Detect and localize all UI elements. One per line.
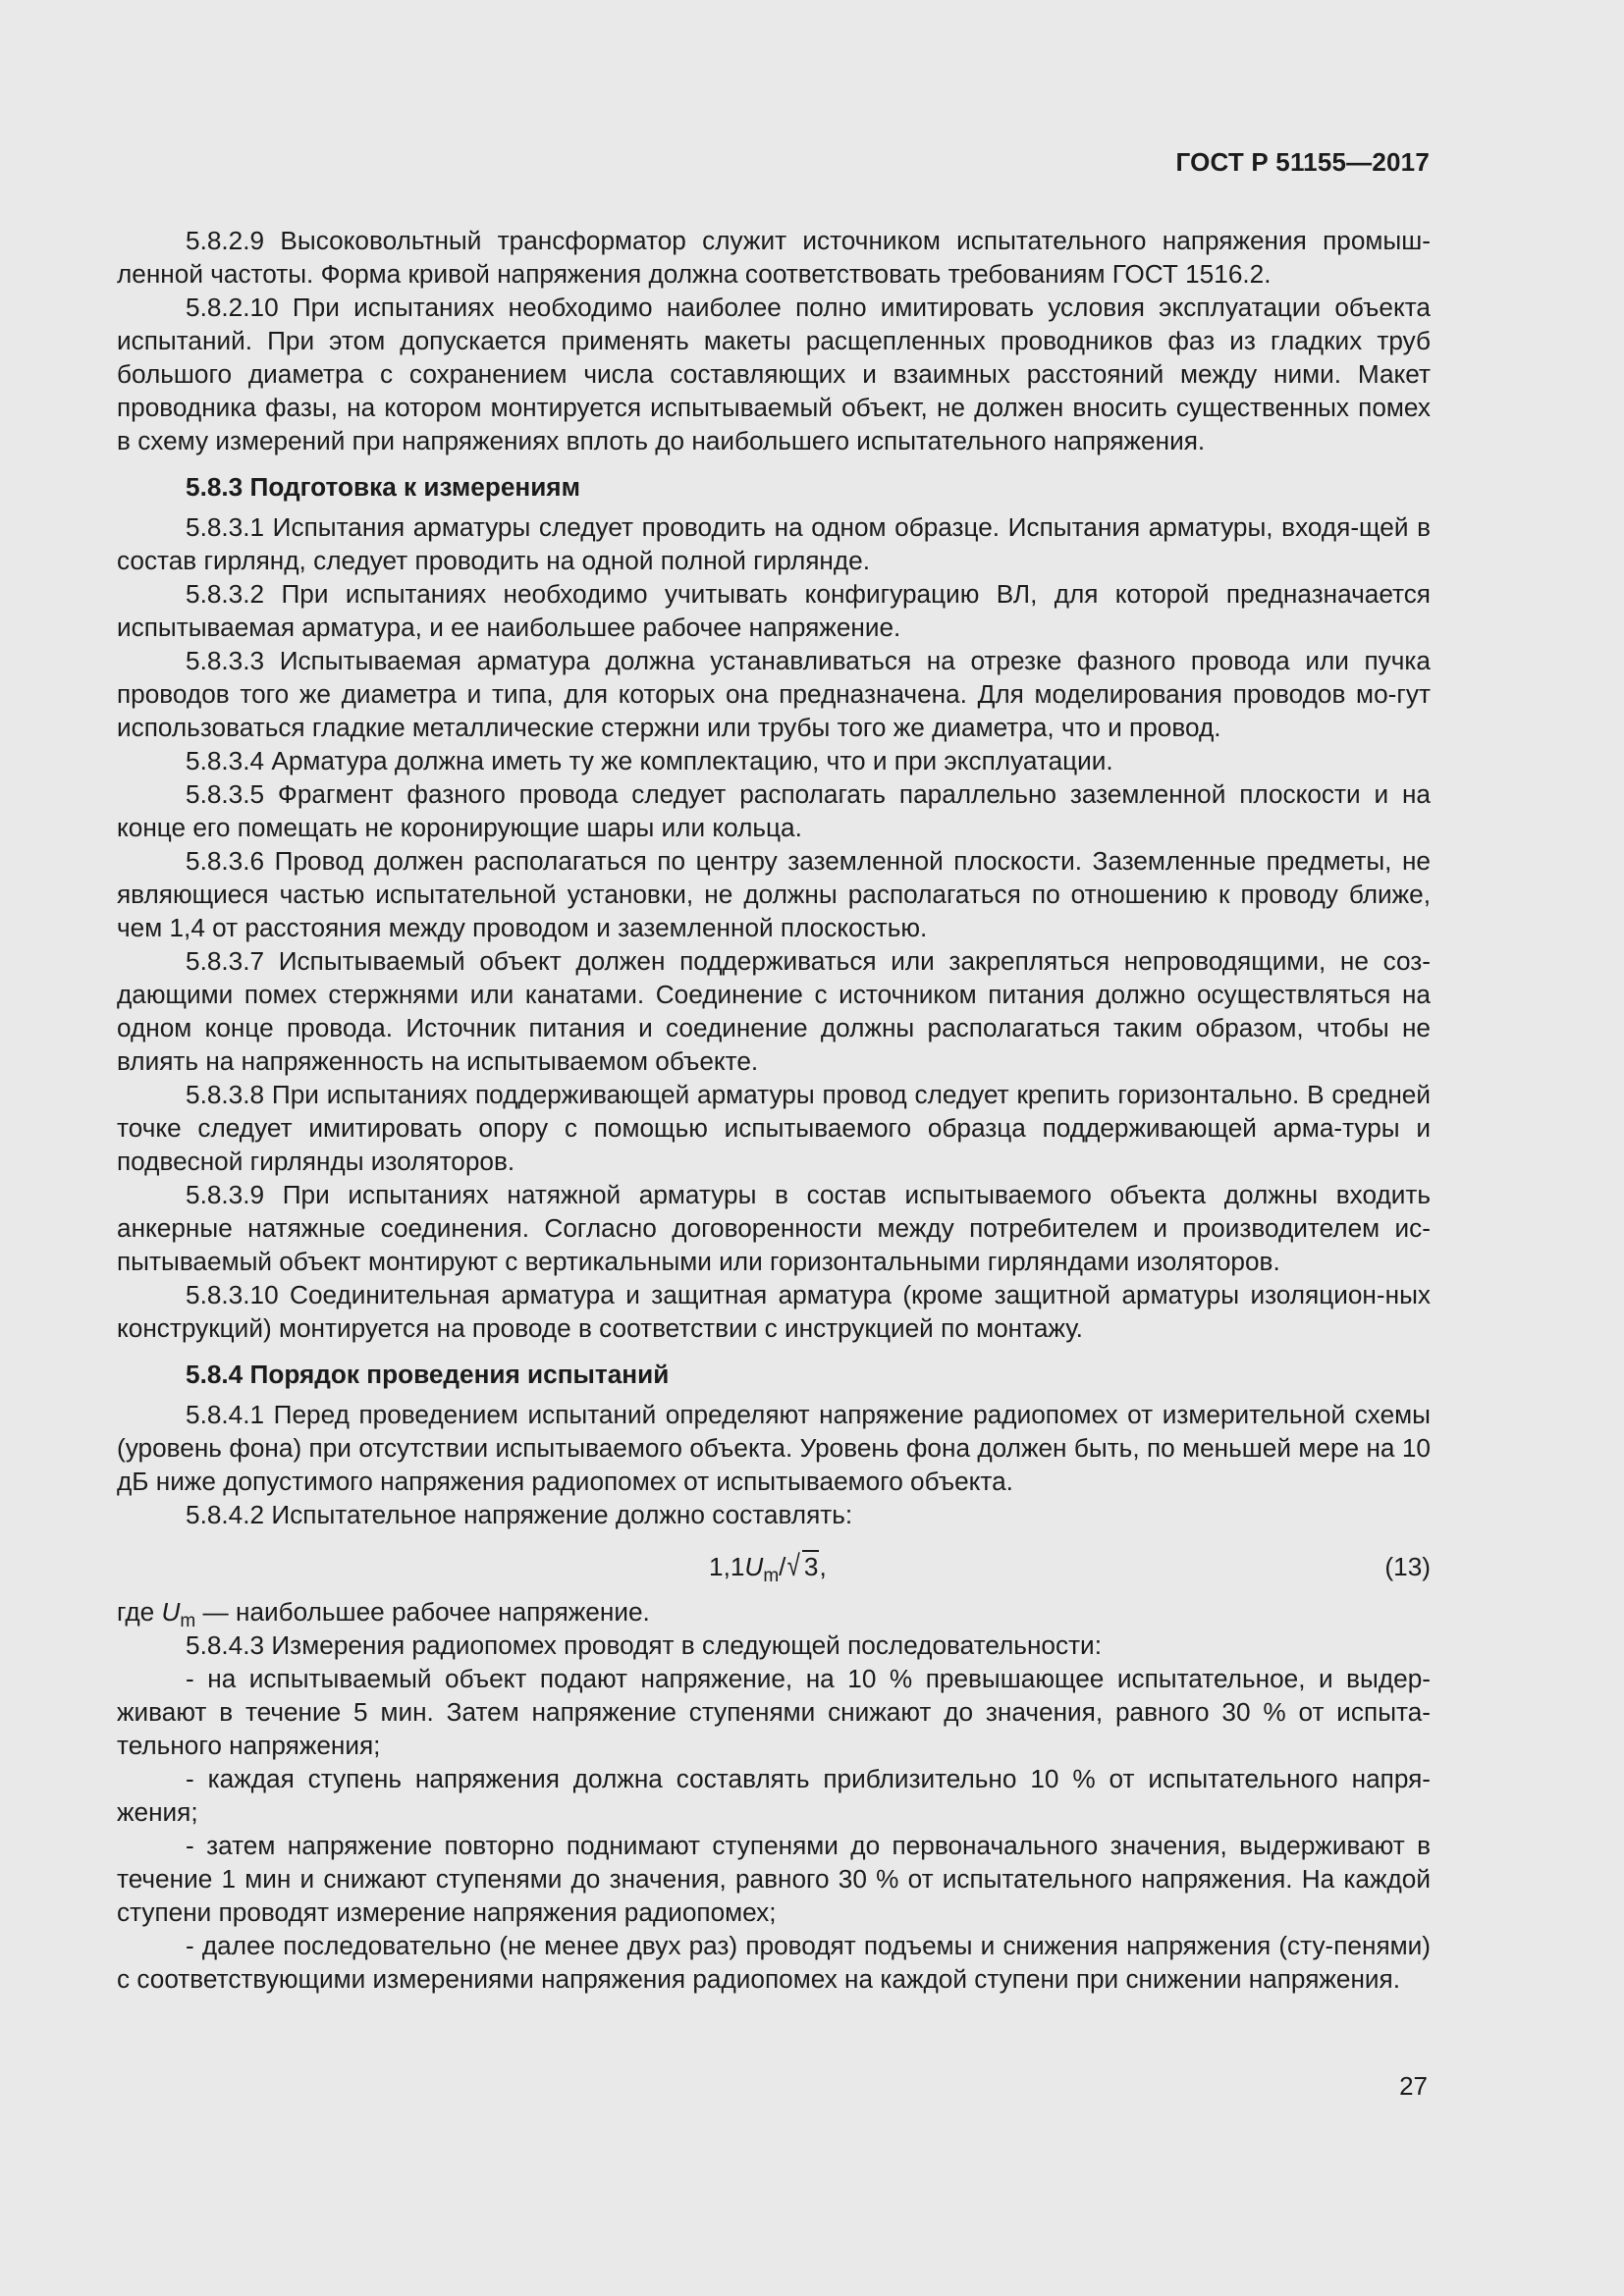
where-subscript: m bbox=[180, 1611, 196, 1631]
paragraph-5-8-3-2: 5.8.3.2 При испытаниях необходимо учитывать конфигурацию ВЛ, для которой предназначается испытываемая арматура, и ее наибольшее рабочее напряжение. bbox=[117, 579, 1431, 642]
standard-header: ГОСТ Р 51155—2017 bbox=[1175, 147, 1430, 177]
page-number: 27 bbox=[1399, 2071, 1428, 2101]
paragraph-5-8-3-9: 5.8.3.9 При испытаниях натяжной арматуры в состав испытываемого объекта должны входить анкерные натяжные соединения. Согласно договоренности между потребителем и производителем ис-пытываемый объект монтируют с вертикальными или горизонтальными гирляндами изоляторов. bbox=[117, 1180, 1431, 1276]
paragraph-5-8-3-5: 5.8.3.5 Фрагмент фазного провода следует располагать параллельно заземленной плоскости и на конце его помещать не коронирующие шары или кольца. bbox=[117, 779, 1431, 842]
paragraph-5-8-3-6: 5.8.3.6 Провод должен располагаться по центру заземленной плоскости. Заземленные предметы, не являющиеся частью испытательной установки, не должны располагаться по отношению к проводу ближе, чем 1,4 от расстояния между проводом и заземленной плоскостью. bbox=[117, 846, 1431, 942]
formula-coefficient: 1,1 bbox=[709, 1552, 745, 1581]
square-root: √ 3 bbox=[787, 1550, 819, 1582]
formula-slash: / bbox=[779, 1552, 786, 1581]
list-item-step-3: - затем напряжение повторно поднимают ступенями до первоначального значения, выдерживают в течение 1 мин и снижают ступенями до значения, равного 30 % от испытательного напряжения. На каждой ступени проводят измерение напряжения радиопомех; bbox=[117, 1831, 1431, 1927]
paragraph-5-8-3-1: 5.8.3.1 Испытания арматуры следует проводить на одном образце. Испытания арматуры, входя-щей в состав гирлянд, следует проводить на одной полной гирлянде. bbox=[117, 512, 1431, 575]
formula-number: (13) bbox=[1384, 1552, 1431, 1581]
radicand: 3 bbox=[803, 1552, 819, 1581]
document-body bbox=[117, 224, 1431, 1996]
list-item-step-1: - на испытываемый объект подают напряжение, на 10 % превышающее испытательное, и выдер-живают в течение 5 мин. Затем напряжение ступенями снижают до значения, равного 30 % от испыта-тельного напряжения; bbox=[117, 1664, 1431, 1760]
section-heading-5-8-4: 5.8.4 Порядок проведения испытаний bbox=[186, 1360, 670, 1389]
paragraph-5-8-4-1: 5.8.4.1 Перед проведением испытаний определяют напряжение радиопомех от измерительной схемы (уровень фона) при отсутствии испытываемого объекта. Уровень фона должен быть, по меньшей мере на 10 дБ ниже допустимого напряжения радиопомех от испытываемого объекта. bbox=[117, 1400, 1431, 1496]
formula-variable: U bbox=[744, 1552, 764, 1581]
paragraph-5-8-3-3: 5.8.3.3 Испытываемая арматура должна устанавливаться на отрезке фазного провода или пучка проводов того же диаметра и типа, для которых она предназначена. Для моделирования проводов мо-гут использоваться гладкие металлические стержни или трубы того же диаметра, что и провод. bbox=[117, 646, 1431, 742]
where-text: — наибольшее рабочее напряжение. bbox=[195, 1597, 650, 1627]
where-variable: U bbox=[161, 1597, 181, 1627]
formula-expression bbox=[709, 1550, 827, 1586]
list-item-step-4: - далее последовательно (не менее двух раз) проводят подъемы и снижения напряжения (сту-пенями) с соответствующими измерениями напряжения радиопомех на каждой ступени при снижении напряжения. bbox=[117, 1931, 1431, 1994]
list-item-step-2: - каждая ступень напряжения должна составлять приблизительно 10 % от испытательного напря-жения; bbox=[117, 1764, 1431, 1827]
paragraph-5-8-2-9: 5.8.2.9 Высоковольтный трансформатор служит источником испытательного напряжения промыш-ленной частоты. Форма кривой напряжения должна соответствовать требованиям ГОСТ 1516.2. bbox=[117, 226, 1431, 289]
formula-13 bbox=[117, 1536, 1431, 1595]
formula-tail: , bbox=[819, 1552, 827, 1581]
paragraph-5-8-3-7: 5.8.3.7 Испытываемый объект должен поддерживаться или закрепляться непроводящими, не соз-дающими помех стержнями или канатами. Соединение с источником питания должно осуществляться на одном конце провода. Источник питания и соединение должны располагаться таким образом, чтобы не влиять на напряженность на испытываемом объекте. bbox=[117, 946, 1431, 1076]
paragraph-5-8-4-3: 5.8.4.3 Измерения радиопомех проводят в следующей последовательности: bbox=[186, 1630, 1102, 1660]
paragraph-5-8-3-8: 5.8.3.8 При испытаниях поддерживающей арматуры провод следует крепить горизонтально. В средней точке следует имитировать опору с помощью испытываемого образца поддерживающей арма-туры и подвесной гирлянды изоляторов. bbox=[117, 1080, 1431, 1176]
formula-explanation bbox=[117, 1595, 1431, 1629]
paragraph-5-8-3-4: 5.8.3.4 Арматура должна иметь ту же комплектацию, что и при эксплуатации. bbox=[186, 746, 1113, 775]
paragraph-5-8-2-10: 5.8.2.10 При испытаниях необходимо наиболее полно имитировать условия эксплуатации объекта испытаний. При этом допускается применять макеты расщепленных проводников фаз из гладких труб большого диаметра с сохранением числа составляющих и взаимных расстояний между ними. Макет проводника фазы, на котором монтируется испытываемый объект, не должен вносить существенных помех в схему измерений при напряжениях вплоть до наибольшего испытательного напряжения. bbox=[117, 293, 1431, 455]
section-heading-5-8-3: 5.8.3 Подготовка к измерениям bbox=[186, 472, 580, 502]
where-prefix: где bbox=[117, 1597, 162, 1627]
formula-subscript: m bbox=[763, 1566, 780, 1586]
paragraph-5-8-3-10: 5.8.3.10 Соединительная арматура и защитная арматура (кроме защитной арматуры изоляцион-ных конструкций) монтируется на проводе в соответствии с инструкцией по монтажу. bbox=[117, 1280, 1431, 1343]
paragraph-5-8-4-2: 5.8.4.2 Испытательное напряжение должно составлять: bbox=[186, 1500, 853, 1529]
